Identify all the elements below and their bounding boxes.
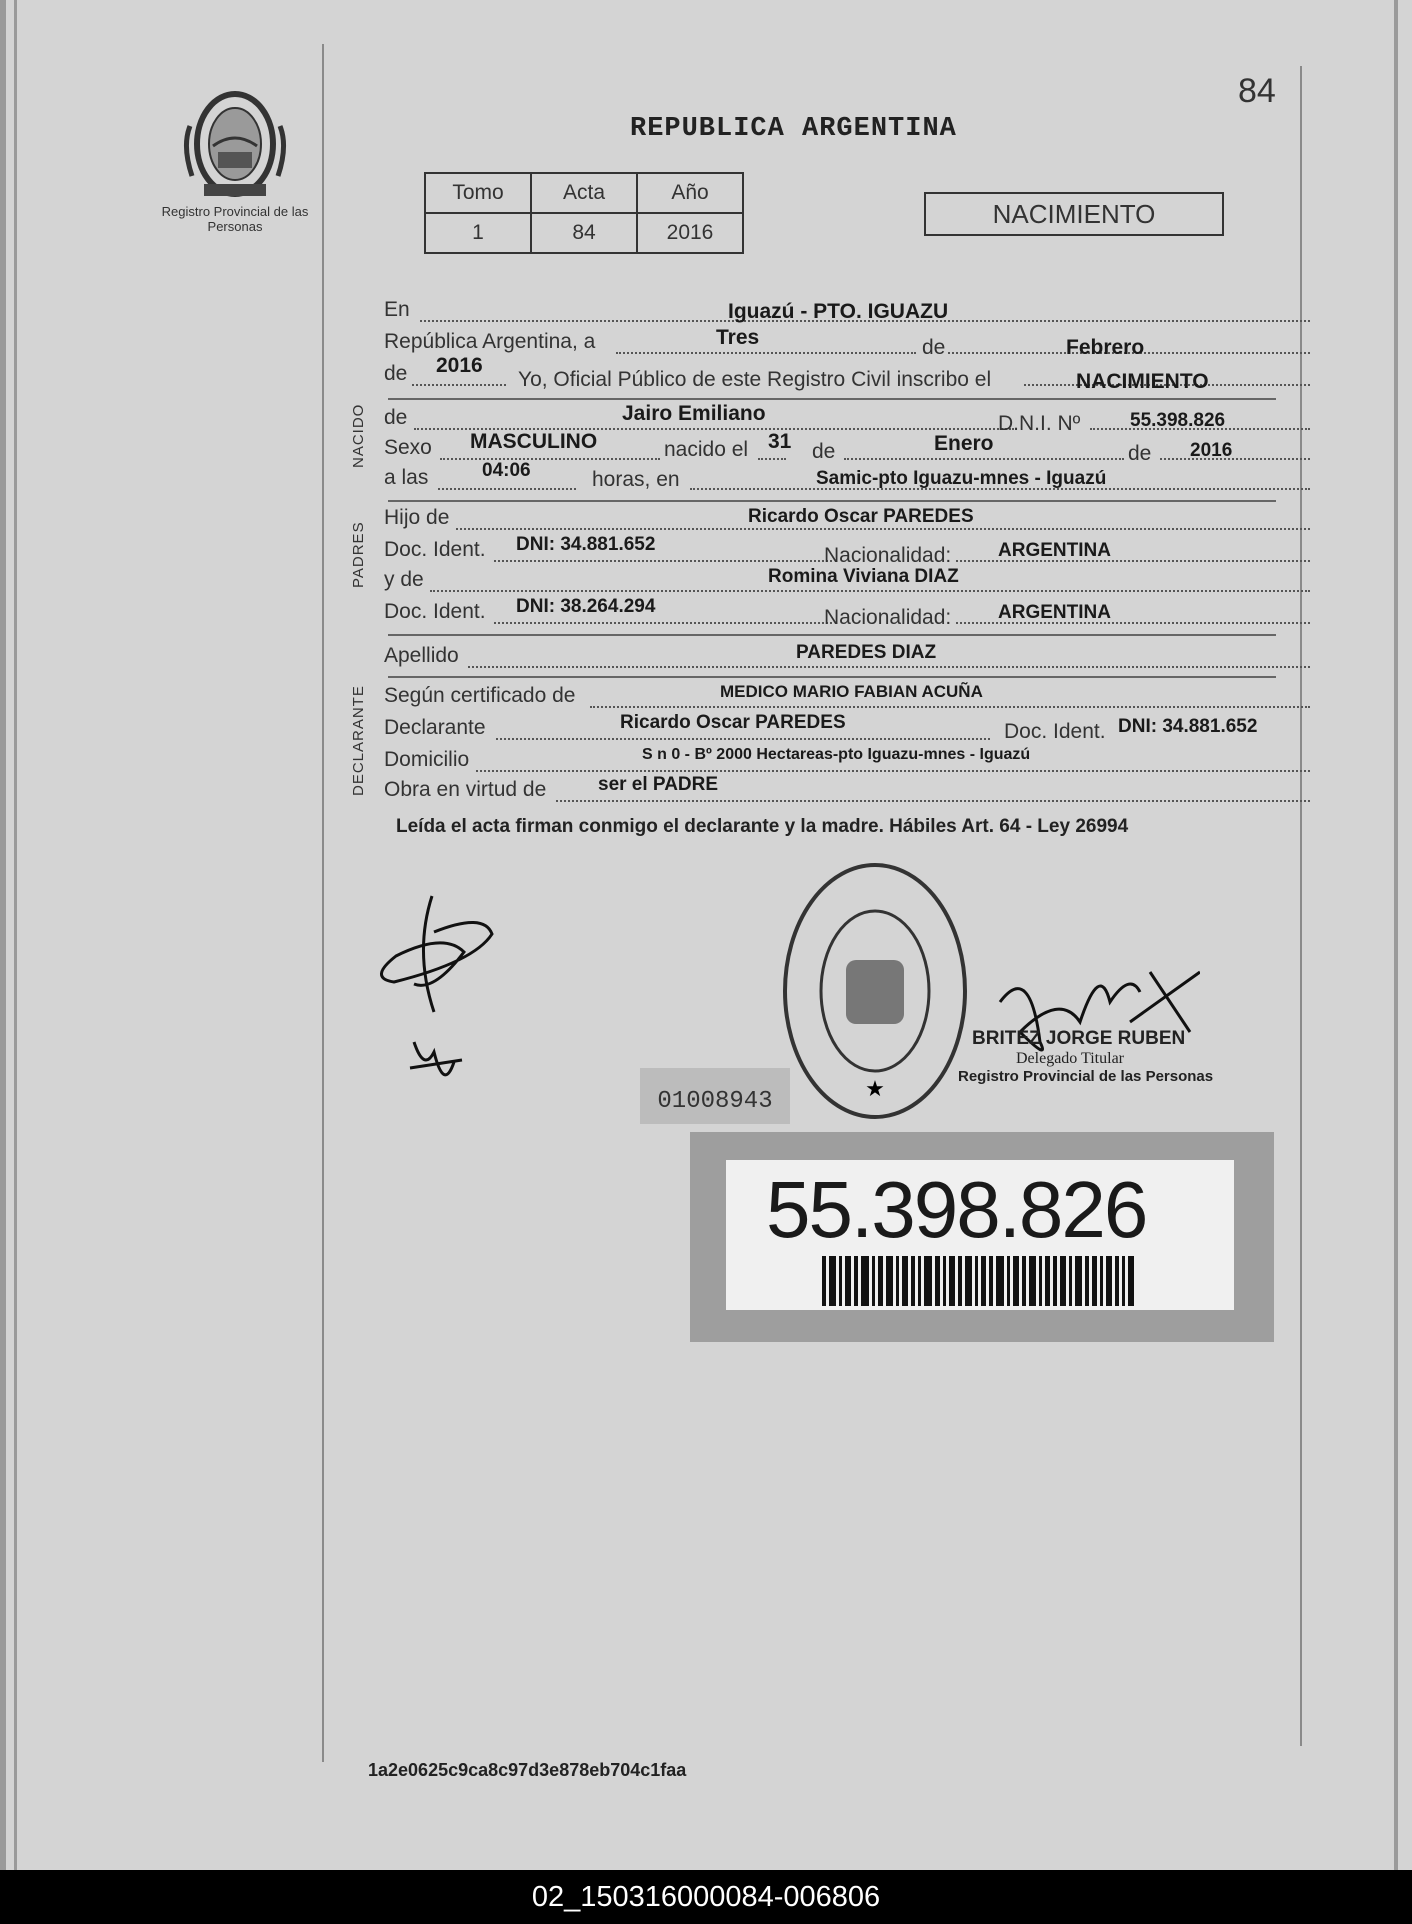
officer-role: Delegado Titular <box>1016 1050 1124 1067</box>
value-doc-madre: DNI: 38.264.294 <box>516 596 656 617</box>
document-title: REPUBLICA ARGENTINA <box>630 114 957 144</box>
row-domicilio <box>384 746 1274 776</box>
stamp-code: 01008943 <box>640 1068 790 1124</box>
value-sexo: MASCULINO <box>470 430 598 453</box>
label-horas-en: horas, en <box>592 468 680 491</box>
dni-sticker-number: 55.398.826 <box>766 1165 1147 1254</box>
dni-sticker <box>690 1132 1274 1342</box>
value-obra: ser el PADRE <box>598 774 719 795</box>
section-label-nacido: NACIDO <box>350 403 367 468</box>
value-dni: 55.398.826 <box>1130 410 1226 431</box>
label-de-name: de <box>384 406 408 429</box>
label-domicilio: Domicilio <box>384 748 470 771</box>
acta-header-tomo: Tomo <box>425 173 531 213</box>
left-margin-line <box>322 44 324 1762</box>
value-doc-padre: DNI: 34.881.652 <box>516 534 656 555</box>
value-inscribo: NACIMIENTO <box>1076 370 1209 393</box>
file-identifier-footer: 02_150316000084-006806 <box>0 1870 1412 1924</box>
section-divider <box>388 398 1276 400</box>
label-en: En <box>384 298 410 321</box>
logo-registry-name: Registro Provincial de las Personas <box>161 204 309 234</box>
officer-name: BRITEZ JORGE RUBEN <box>972 1028 1186 1049</box>
label-de-year: de <box>384 362 408 385</box>
label-doc-ident: Doc. Ident. <box>384 538 486 561</box>
row-republica <box>384 328 1274 358</box>
label-nacido-el: nacido el <box>664 438 749 461</box>
sheet-edge-left-inner <box>14 0 17 1870</box>
label-sexo: Sexo <box>384 436 432 459</box>
value-madre: Romina Viviana DIAZ <box>768 566 959 587</box>
barcode <box>822 1256 1162 1306</box>
row-hora <box>384 460 1274 494</box>
acta-header-anio: Año <box>637 173 743 213</box>
label-hijo-de: Hijo de <box>384 506 450 529</box>
section-divider <box>388 500 1276 502</box>
row-padre <box>384 504 1274 534</box>
label-nacionalidad: Nacionalidad: <box>824 606 952 629</box>
label-apellido: Apellido <box>384 644 459 667</box>
value-month: Febrero <box>1066 336 1145 359</box>
label-dni: D.N.I. Nº <box>998 412 1081 435</box>
label-de-birth-year: de <box>1128 442 1152 465</box>
value-certificado: MEDICO MARIO FABIAN ACUÑA <box>720 682 983 701</box>
sheet-edge-right <box>1394 0 1398 1870</box>
value-birth-year: 2016 <box>1190 440 1233 461</box>
row-madre <box>384 566 1274 596</box>
value-lugar: Samic-pto Iguazu-mnes - Iguazú <box>816 468 1107 489</box>
dni-sticker-label <box>726 1160 1234 1310</box>
dotted-line <box>616 328 916 354</box>
sheet-edge-left <box>0 0 6 1870</box>
label-obra-en-virtud: Obra en virtud de <box>384 778 547 801</box>
section-divider <box>388 676 1276 678</box>
legal-legend: Leída el acta firman conmigo el declarante y la madre. Hábiles Art. 64 - Ley 26994 <box>396 816 1129 837</box>
label-yo: Yo, Oficial Público de este Registro Civil inscribo el <box>518 368 992 391</box>
section-label-declarante: DECLARANTE <box>350 685 367 796</box>
value-declarante: Ricardo Oscar PAREDES <box>620 712 846 733</box>
value-en: Iguazú - PTO. IGUAZU <box>728 300 949 323</box>
value-year: 2016 <box>436 354 483 377</box>
value-apellido: PAREDES DIAZ <box>796 642 937 663</box>
signature-block <box>958 1028 1214 1085</box>
record-type-box: NACIMIENTO <box>924 192 1224 236</box>
row-doc-madre <box>384 598 1274 628</box>
officer-organization: Registro Provincial de las Personas <box>958 1068 1214 1085</box>
value-nac-padre: ARGENTINA <box>998 540 1111 561</box>
label-republica: República Argentina, a <box>384 330 596 353</box>
misiones-coat-of-arms-icon <box>180 86 290 204</box>
label-declarante: Declarante <box>384 716 486 739</box>
value-hora: 04:06 <box>482 460 531 481</box>
row-declarante <box>384 714 1274 744</box>
row-certificado <box>384 682 1274 712</box>
acta-value-acta: 84 <box>531 213 637 253</box>
seal-emblem-icon <box>846 960 904 1024</box>
acta-value-anio: 2016 <box>637 213 743 253</box>
dotted-line <box>1160 434 1310 460</box>
page-number: 84 <box>1238 72 1276 110</box>
value-child-name: Jairo Emiliano <box>622 402 766 425</box>
label-a-las: a las <box>384 466 429 489</box>
declarant-signature <box>374 892 500 1092</box>
registry-logo <box>160 86 310 234</box>
acta-value-tomo: 1 <box>425 213 531 253</box>
value-birth-day: 31 <box>768 430 792 453</box>
row-year <box>384 354 1274 393</box>
official-seal <box>780 860 970 1122</box>
value-doc-declarante: DNI: 34.881.652 <box>1118 716 1258 737</box>
section-label-padres: PADRES <box>350 521 367 588</box>
row-apellido <box>384 642 1274 672</box>
row-doc-padre <box>384 536 1274 566</box>
acta-header-acta: Acta <box>531 173 637 213</box>
label-segun-certificado: Según certificado de <box>384 684 576 707</box>
label-de: de <box>922 336 946 359</box>
row-obra <box>384 776 1274 806</box>
label-doc-ident: Doc. Ident. <box>384 600 486 623</box>
value-domicilio: S n 0 - Bº 2000 Hectareas-pto Iguazu-mnes - Iguazú <box>642 746 1031 763</box>
svg-text:★: ★ <box>865 1076 885 1101</box>
value-day: Tres <box>716 326 760 349</box>
value-birth-month: Enero <box>934 432 994 455</box>
label-y-de: y de <box>384 568 424 591</box>
value-padre: Ricardo Oscar PAREDES <box>748 506 974 527</box>
row-en <box>384 296 1274 326</box>
document-hash: 1a2e0625c9ca8c97d3e878eb704c1faa <box>368 1760 687 1780</box>
value-nac-madre: ARGENTINA <box>998 602 1111 623</box>
section-divider <box>388 634 1276 636</box>
acta-table <box>424 172 744 254</box>
label-de-month: de <box>812 440 836 463</box>
label-doc-ident-declarante: Doc. Ident. <box>1004 720 1106 743</box>
label-nacionalidad: Nacionalidad: <box>824 544 952 567</box>
